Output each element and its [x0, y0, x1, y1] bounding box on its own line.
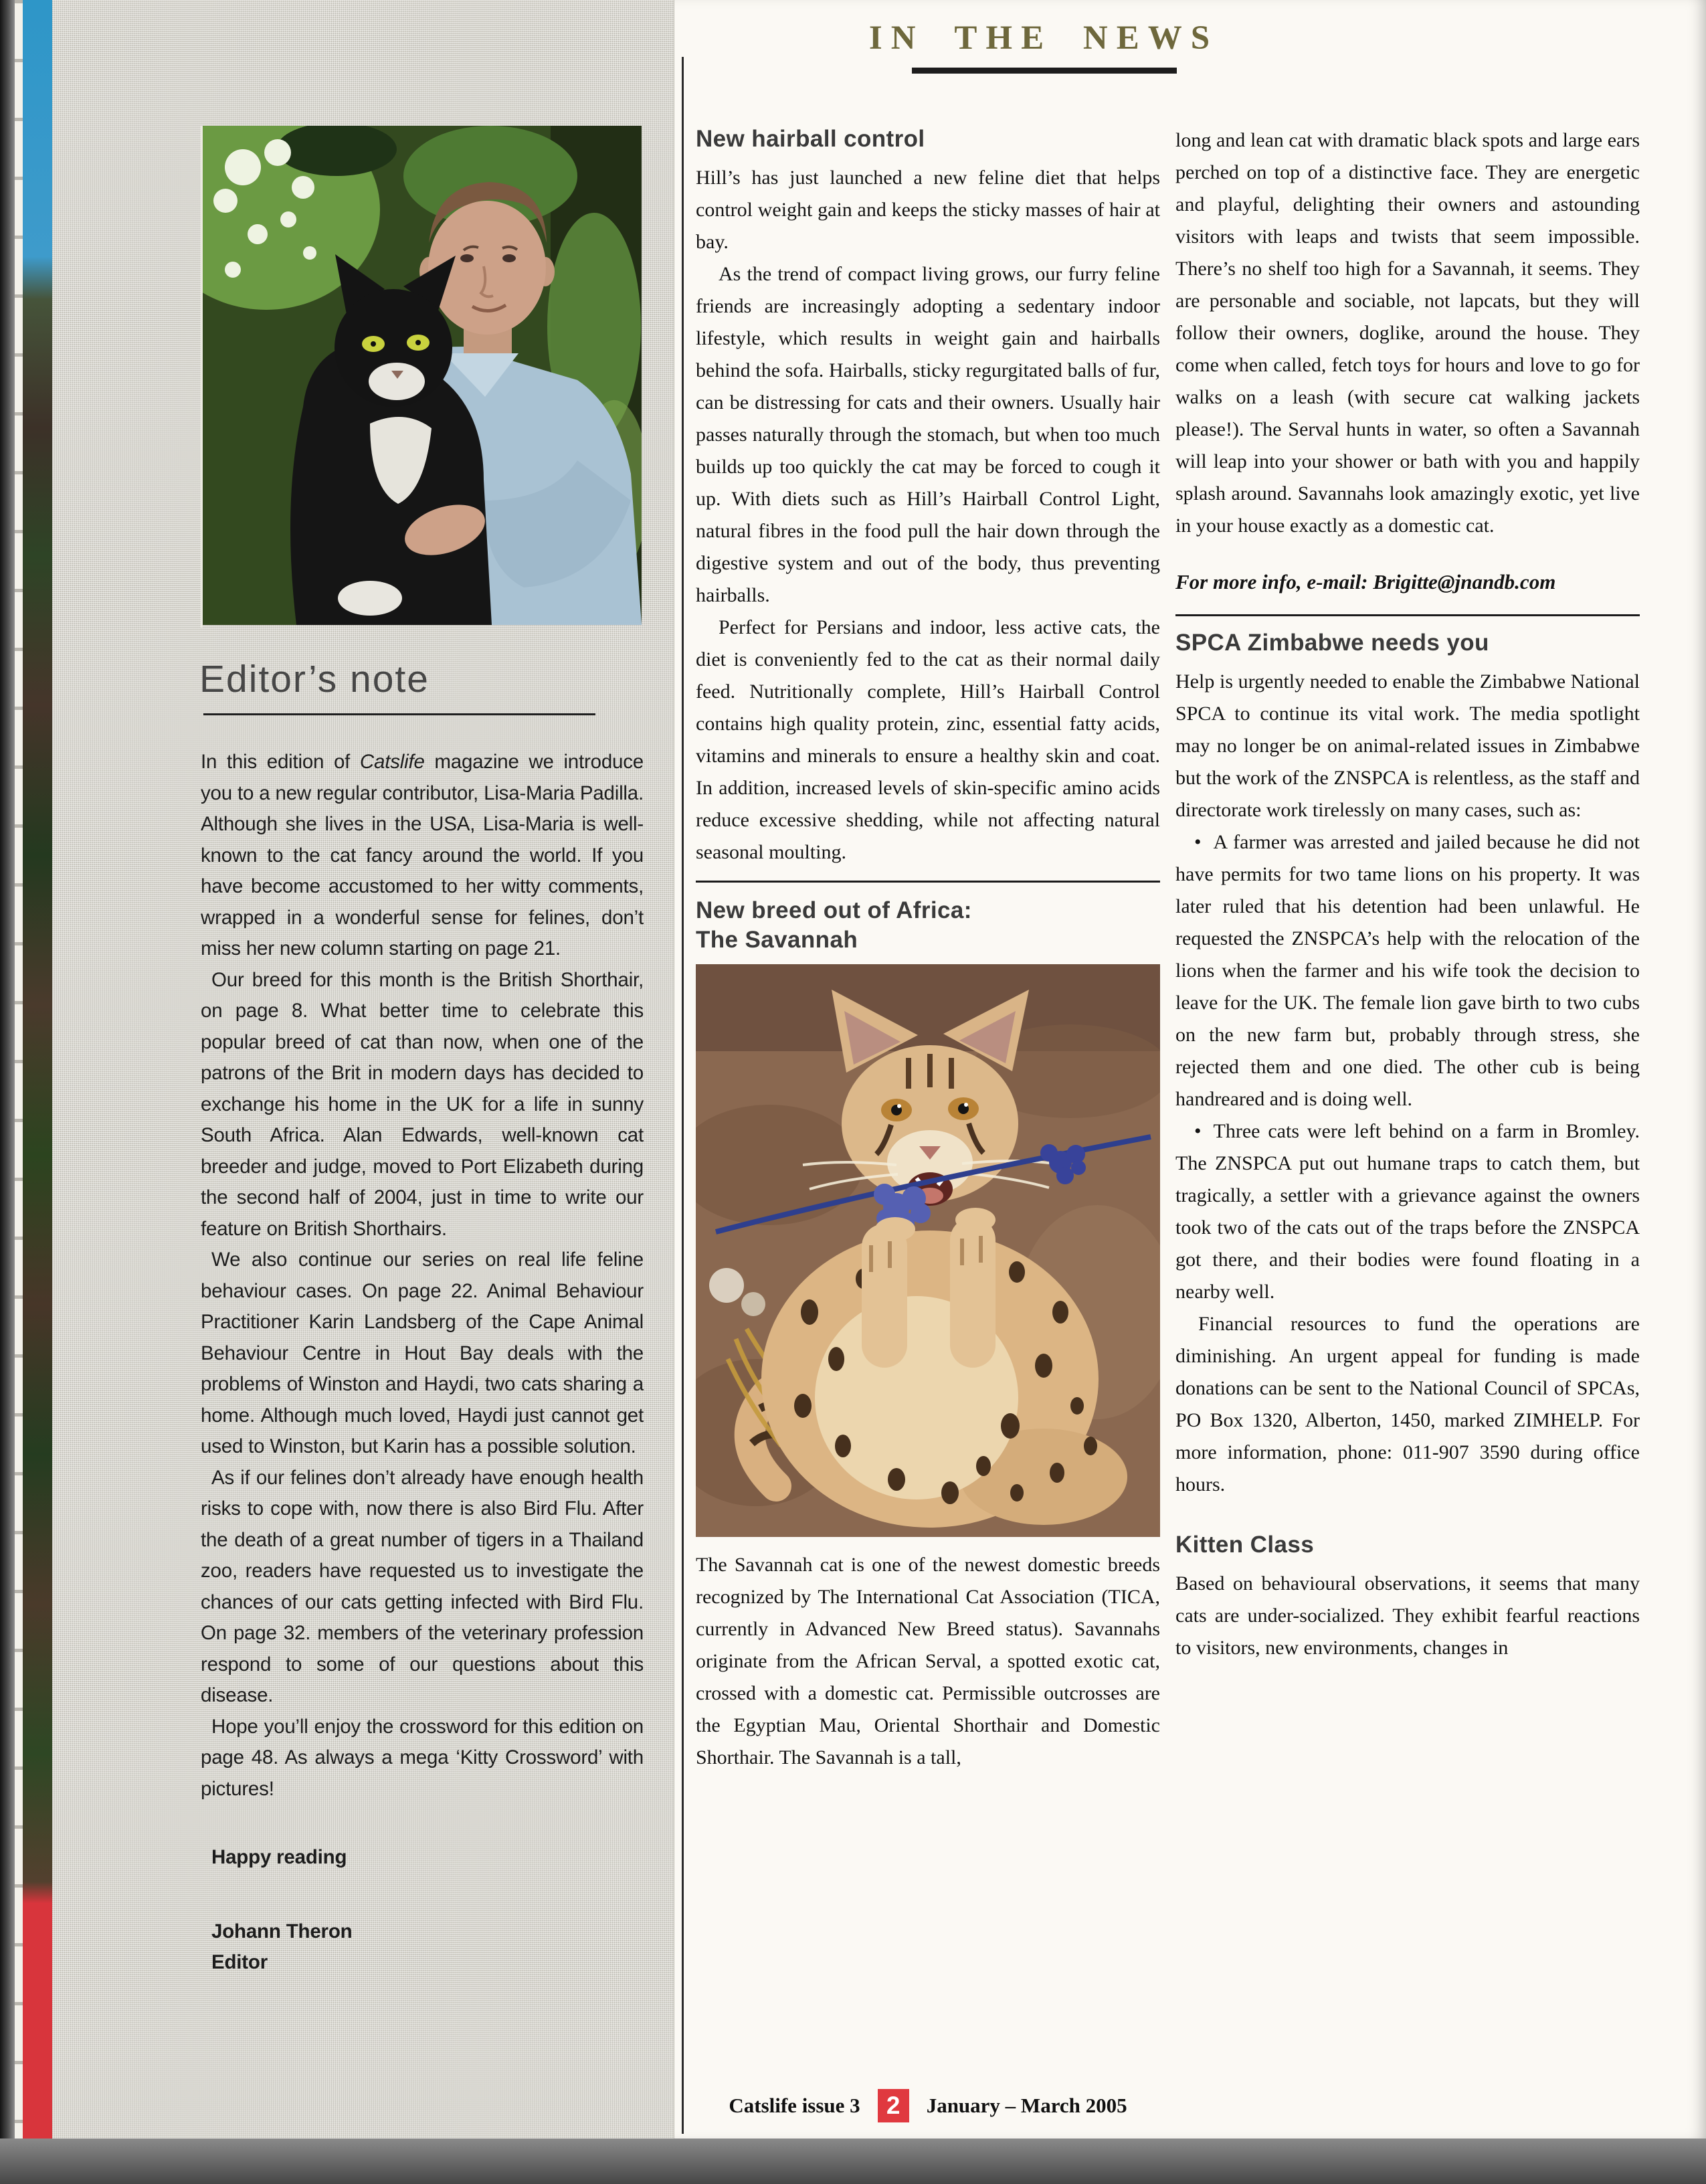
editor-paragraph: Hope you’ll enjoy the crossword for this edition on page 48. As always a mega ‘Kitty Crossword’ with pictures!: [201, 1715, 644, 1800]
bullet-icon: •: [1194, 831, 1202, 853]
article-heading-hairball: New hairball control: [696, 126, 925, 152]
intro-after: magazine we introduce you to a new regular contributor, Lisa-Maria Padilla. Although she lives in the USA, Lisa-Maria is well-known to the cat fancy around the world. If you have become accustomed to her witty comments, wrapped in a wonderful sense for felines, don’t miss her new column starting on page 21.: [201, 751, 644, 960]
magazine-name: Catslife: [359, 751, 425, 773]
article-paragraph: Perfect for Persians and indoor, less active cats, the diet is conveniently fed to the cat as their normal daily feed. Nutritionally complete, Hill’s Hairball Control contains high quality protein, zinc, essential fatty acids, vitamins and minerals to ensure a healthy skin and coat. In addition, increased levels of skin-specific amino acids reduce excessive shedding, while not affecting natural seasonal moulting.: [696, 616, 1160, 863]
editor-name: Johann Theron: [211, 1920, 353, 1942]
article-heading-kitten-class: Kitten Class: [1175, 1532, 1315, 1558]
sidebar-panel: [52, 0, 674, 2138]
title-underline: [912, 68, 1177, 74]
footer: [696, 2089, 1160, 2122]
editor-role: Editor: [211, 1951, 268, 1973]
page-number-badge: 2: [878, 2089, 909, 2122]
editor-paragraph: [201, 747, 644, 965]
editor-paragraph: Our breed for this month is the British Shorthair, on page 8. What better time to celebrate this popular breed of cat than now, when one of the patrons of the Brit in modern days has decided to exchange his home in the UK for a life in sunny South Africa. Alan Edwards, well-known cat breeder and judge, moved to Port Elizabeth during the second half of 2004, just in time to write our feature on British Shorthairs.: [201, 968, 644, 1240]
editors-note-rule: [203, 713, 595, 715]
article-paragraph: Help is urgently needed to enable the Zimbabwe National SPCA to continue its vital work. The media spotlight may no longer be on animal-related issues in Zimbabwe but the work of the ZNSPCA is relentless, as the staff and directorate work tirelessly on many cases, such as:: [1175, 670, 1640, 821]
scan-edge-shadow: [0, 0, 15, 2184]
middle-column: [696, 124, 1160, 1774]
footer-date: January – March 2005: [926, 2094, 1127, 2117]
editor-paragraph: As if our felines don’t already have enough health risks to cope with, now there is also Bird Flu. After the death of a great number of tigers in a Thailand zoo, readers have requested us to investigate the chances of our cats getting infected with Bird Flu. On page 32. members of the veterinary profession respond to some of our questions about this disease.: [201, 1466, 644, 1706]
article-paragraph: long and lean cat with dramatic black spots and large ears perched on top of a distinctive face. They are energetic and playful, delighting their owners and astounding visitors with leaps and twists that seem impossible. There’s no shelf too high for a Savannah, it seems. They are personable and sociable, not lapcats, but they will follow their owners, doglike, around the house. They come when called, fetch toys for hours and love to go for walks on a leash (with secure cat walking jackets please!). The Serval hunts in water, so often a Savannah will leap into your shower or bath with you and happily splash around. Savannahs look amazingly exotic, yet live in your house exactly as a domestic cat.: [1175, 129, 1640, 537]
heading-line-1: New breed out of Africa:: [696, 897, 972, 923]
article-paragraph: Hill’s has just launched a new feline diet that helps control weight gain and keeps the sticky masses of hair at bay.: [696, 167, 1160, 253]
savannah-kitten-photo: [696, 964, 1160, 1537]
column-divider-line: [682, 57, 684, 2134]
bullet-icon: •: [1194, 1120, 1202, 1142]
intro-before: In this edition of: [201, 751, 360, 773]
bullet-text: A farmer was arrested and jailed because he did not have permits for two tame lions on his property. It was later ruled that his detention had been unlawful. He requested the ZNSPCA’s help with the relocation of the lions when the farmer and his wife took the decision to leave for the UK. The female lion gave birth to two cubs on the new farm but, probably through stress, she rejected them and one died. The other cub is being handreared and is doing well.: [1175, 831, 1640, 1110]
bullet-item: [1175, 826, 1640, 1115]
article-paragraph: Based on behavioural observations, it seems that many cats are under-socialized. They exhibit fearful reactions to visitors, new environments, changes in: [1175, 1572, 1640, 1659]
scan-bottom-shadow: [0, 2138, 1706, 2184]
article-heading-spca: SPCA Zimbabwe needs you: [1175, 630, 1489, 656]
bullet-text: Three cats were left behind on a farm in Bromley. The ZNSPCA put out humane traps to catch them, but tragically, a settler with a grievance against the owners took two of the cats out of the traps before the ZNSPCA got there, and their bodies were found floating in a nearby well.: [1175, 1120, 1640, 1303]
heading-line-2: The Savannah: [696, 927, 858, 953]
article-heading-savannah: [696, 896, 1160, 955]
bullet-item: [1175, 1115, 1640, 1308]
editor-photo: [201, 126, 642, 628]
right-column: [1175, 124, 1640, 1664]
page-title: IN THE NEWS: [868, 19, 1219, 57]
editor-paragraph: We also continue our series on real life feline behaviour cases. On page 22. Animal Behaviour Practitioner Karin Landsberg of the Cape Animal Behaviour Centre in Hout Bay deals with the problems of Winston and Haydi, two cats sharing a home. Although much loved, Haydi just cannot get used to Winston, but Karin has a possible solution.: [201, 1249, 644, 1457]
article-paragraph: The Savannah cat is one of the newest domestic breeds recognized by The International Cat Association (TICA, currently in Advanced New Breed status). Savannahs originate from the African Serval, a spotted exotic cat, crossed with a domestic cat. Permissible outcrosses are the Egyptian Mau, Oriental Shorthair and Domestic Shorthair. The Savannah is a tall,: [696, 1554, 1160, 1768]
section-rule: [1175, 614, 1640, 616]
contact-line: For more info, e-mail: Brigitte@jnandb.com: [1175, 570, 1556, 594]
signoff: Happy reading: [211, 1846, 347, 1868]
section-rule: [696, 881, 1160, 883]
editors-note-text: [201, 747, 644, 1979]
article-paragraph: As the trend of compact living grows, our furry feline friends are increasingly adopting a sedentary indoor lifestyle, which results in weight gain and hairballs behind the sofa. Hairballs, sticky regurgitated balls of fur, can be distressing for cats and their owners. Usually hair passes naturally through the stomach, but when too much builds up too quickly the cat may be forced to cough it up. With diets such as Hill’s Hairball Control Light, natural fibres in the food pull the hair down through the digestive system and out of the body, thus preventing hairballs.: [696, 263, 1160, 606]
footer-magazine: Catslife issue 3: [729, 2094, 860, 2117]
article-paragraph: Financial resources to fund the operations are diminishing. An urgent appeal for funding is made donations can be sent to the National Council of SPCAs, PO Box 1320, Alberton, 1450, marked ZIMHELP. For more information, phone: 011-907 3590 during office hours.: [1175, 1313, 1640, 1495]
previous-page-photo-strip: [23, 0, 52, 2138]
editors-note-heading: Editor’s note: [199, 658, 430, 701]
page-binding-edge: [15, 0, 23, 2184]
